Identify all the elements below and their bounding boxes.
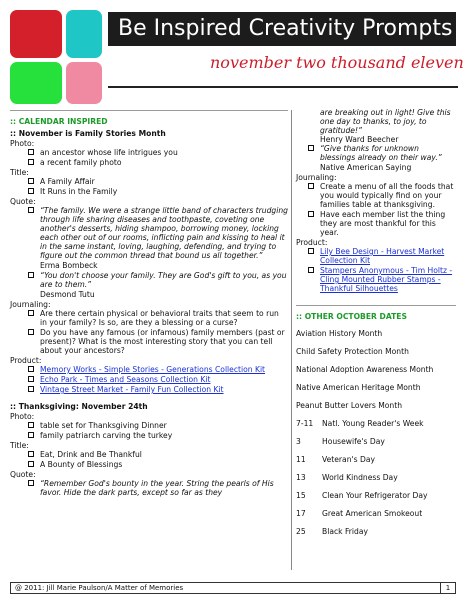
photo-list <box>10 421 288 440</box>
checkbox-icon <box>28 480 34 486</box>
list-item: A Family Affair <box>10 177 288 186</box>
quote-author: Erma Bombeck <box>40 261 98 270</box>
checkbox-icon <box>28 149 34 155</box>
title-label: Title: <box>10 441 29 450</box>
product-link[interactable]: Echo Park - Times and Seasons Collection Kit <box>40 375 211 384</box>
checkbox-icon <box>28 376 34 382</box>
quote-continuation: are breaking out in light! Give this one day to thanks, to joy, to gratitude!” <box>320 108 451 135</box>
section-rule <box>10 110 288 111</box>
photo-list <box>10 148 288 167</box>
month-item: Child Safety Protection Month <box>296 347 409 356</box>
photo-label: Photo: <box>10 139 35 148</box>
product-label: Product: <box>10 356 42 365</box>
product-link[interactable]: Lily Bee Design - Harvest Market Collection Kit <box>320 247 445 265</box>
month-item: National Adoption Awareness Month <box>296 365 434 374</box>
product-list <box>296 247 456 293</box>
page-title: Be Inspired Creativity Prompts <box>108 12 456 46</box>
logo-color-blocks <box>10 10 102 104</box>
checkbox-icon <box>28 207 34 213</box>
quote-list <box>10 206 288 260</box>
quote-item: “You don't choose your family. They are God's gift to you, as you are to them.” <box>10 271 288 289</box>
day-name: Natl. Young Reader's Week <box>322 419 424 428</box>
thanksgiving-title: :: Thanksgiving: November 24th <box>10 402 148 411</box>
title-list <box>10 450 288 469</box>
product-item <box>296 266 456 293</box>
checkbox-icon <box>28 272 34 278</box>
quote-list-2 <box>296 144 456 162</box>
journaling-label: Journaling: <box>296 173 337 182</box>
header-rule <box>108 86 458 88</box>
list-item: It Runs in the Family <box>10 187 288 196</box>
product-item <box>10 375 288 384</box>
title-list <box>10 177 288 196</box>
quote-list <box>10 479 288 497</box>
quote-item: “Give thanks for unknown blessings already on their way.” <box>296 144 456 162</box>
copyright-text: @ 2011: Jill Marie Paulson/A Matter of Memories <box>15 584 184 592</box>
month-item: Peanut Butter Lovers Month <box>296 401 403 410</box>
checkbox-icon <box>28 178 34 184</box>
month-item: Native American Heritage Month <box>296 383 421 392</box>
title-label: Title: <box>10 168 29 177</box>
day-item <box>296 509 456 518</box>
list-item: Do you have any famous (or infamous) family members (past or present)? What is the most interesting story that you can tell about your ancestors? <box>10 328 288 355</box>
checkbox-icon <box>28 386 34 392</box>
product-item <box>10 365 288 374</box>
checkbox-icon <box>28 366 34 372</box>
day-item <box>296 527 456 536</box>
day-name: Black Friday <box>322 527 368 536</box>
product-link[interactable]: Stampers Anonymous - Tim Holtz - Cling Mounted Rubber Stamps - Thankful Silhouettes <box>320 266 453 293</box>
quote-list-2 <box>10 271 288 289</box>
day-name: Housewife's Day <box>322 437 385 446</box>
day-item <box>296 473 456 482</box>
family-month-title: :: November is Family Stories Month <box>10 129 166 138</box>
checkbox-icon <box>308 248 314 254</box>
checkbox-icon <box>308 183 314 189</box>
quote-author: Desmond Tutu <box>40 290 95 299</box>
green-block <box>10 62 62 104</box>
product-list <box>10 365 288 394</box>
list-item: Are there certain physical or behavioral traits that seem to run in your family? Is so, are they a blessing or a curse? <box>10 309 288 327</box>
list-item: a recent family photo <box>10 158 288 167</box>
quote-item: “The family. We were a strange little band of characters trudging through life sharing diseases and toothpaste, coveting one another's desserts, hiding shampoo, borrowing money, locking each other out of our rooms, inflicting pain and kissing to heal it in the same instant, loving, laughing, defending, and trying to figure out the common thread that bound us all together.” <box>10 206 288 260</box>
left-column <box>10 116 288 498</box>
list-item: A Bounty of Blessings <box>10 460 288 469</box>
checkbox-icon <box>28 451 34 457</box>
checkbox-icon <box>28 432 34 438</box>
day-number: 11 <box>296 455 306 464</box>
day-item <box>296 437 456 446</box>
day-item <box>296 419 456 428</box>
product-item <box>10 385 288 394</box>
day-item <box>296 491 456 500</box>
quote-label: Quote: <box>10 197 36 206</box>
checkbox-icon <box>28 329 34 335</box>
journaling-list <box>296 182 456 237</box>
day-number: 25 <box>296 527 306 536</box>
product-link[interactable]: Vintage Street Market - Family Fun Collection Kit <box>40 385 224 394</box>
red-block <box>10 10 62 58</box>
day-name: Clean Your Refrigerator Day <box>322 491 428 500</box>
list-item: an ancestor whose life intrigues you <box>10 148 288 157</box>
checkbox-icon <box>28 188 34 194</box>
journaling-label: Journaling: <box>10 300 51 309</box>
journaling-list <box>10 309 288 355</box>
checkbox-icon <box>28 159 34 165</box>
day-name: Great American Smokeout <box>322 509 423 518</box>
day-name: World Kindness Day <box>322 473 398 482</box>
list-item: Have each member list the thing they are most thankful for this year. <box>296 210 456 237</box>
checkbox-icon <box>308 211 314 217</box>
product-link[interactable]: Memory Works - Simple Stories - Generations Collection Kit <box>40 365 266 374</box>
page-subtitle: november two thousand eleven <box>210 53 464 72</box>
other-dates-section-title: :: OTHER OCTOBER DATES <box>296 312 407 321</box>
product-item <box>296 247 456 265</box>
product-label: Product: <box>296 238 328 247</box>
checkbox-icon <box>28 461 34 467</box>
cyan-block <box>66 10 102 58</box>
list-item: table set for Thanksgiving Dinner <box>10 421 288 430</box>
day-number: 17 <box>296 509 306 518</box>
pink-block <box>66 62 102 104</box>
list-item: Create a menu of all the foods that you would typically find on your families table at thanksgiving. <box>296 182 456 209</box>
photo-label: Photo: <box>10 412 35 421</box>
calendar-section-title: :: CALENDAR INSPIRED <box>10 117 108 126</box>
column-divider <box>291 110 292 570</box>
day-item <box>296 455 456 464</box>
checkbox-icon <box>28 310 34 316</box>
list-item: Eat, Drink and Be Thankful <box>10 450 288 459</box>
quote-item: “Remember God's bounty in the year. String the pearls of His favor. Hide the dark parts, except so far as they <box>10 479 288 497</box>
section-rule <box>296 305 456 306</box>
page-footer <box>10 582 456 594</box>
day-number: 15 <box>296 491 306 500</box>
list-item: family patriarch carving the turkey <box>10 431 288 440</box>
right-column <box>296 108 456 545</box>
day-number: 13 <box>296 473 306 482</box>
quote-author: Henry Ward Beecher <box>320 135 399 144</box>
quote-label: Quote: <box>10 470 36 479</box>
checkbox-icon <box>28 422 34 428</box>
month-item: Aviation History Month <box>296 329 383 338</box>
checkbox-icon <box>308 267 314 273</box>
checkbox-icon <box>308 145 314 151</box>
day-number: 7-11 <box>296 419 314 428</box>
day-number: 3 <box>296 437 301 446</box>
other-dates-list <box>296 329 456 536</box>
day-name: Veteran's Day <box>322 455 375 464</box>
quote-author: Native American Saying <box>320 163 412 172</box>
page-number: 1 <box>440 583 455 593</box>
